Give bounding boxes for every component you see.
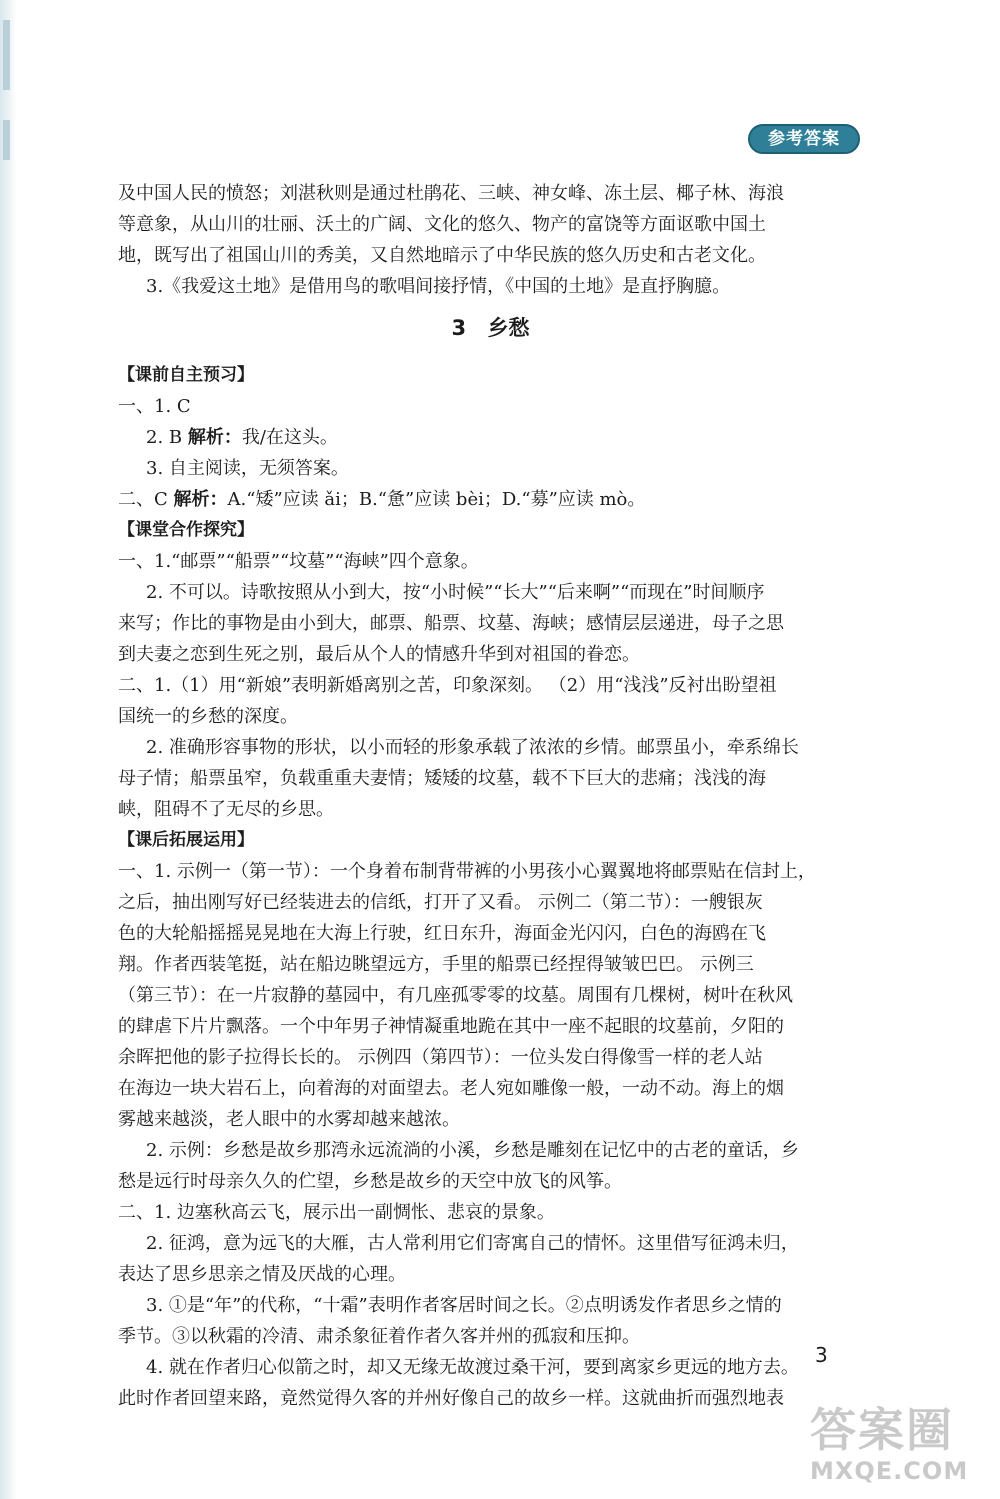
answer-line: 3. ①是“年”的代称，“十霜”表明作者客居时间之长。②点明诱发作者思乡之情的	[146, 1295, 782, 1316]
watermark	[810, 1404, 990, 1494]
answer-line: 此时作者回望来路，竟然觉得久客的并州好像自己的故乡一样。这就曲折而强烈地表	[118, 1388, 784, 1409]
answer-line: 二、1.（1）用“新娘”表明新婚离别之苦，印象深刻。 （2）用“浅浅”反衬出盼望祖	[118, 675, 777, 696]
answer-line: 峡，阻碍不了无尽的乡思。	[118, 799, 334, 820]
answer-line: 3. 自主阅读，无须答案。	[146, 458, 349, 479]
answer-line: 的肆虐下片片飘落。一个中年男子神情凝重地跪在其中一座不起眼的坟墓前，夕阳的	[118, 1016, 784, 1037]
watermark-logo-text: 答案圈	[810, 1403, 954, 1457]
page-binding-edge	[0, 0, 16, 1499]
answer-line	[118, 484, 863, 515]
answer-line: 2. 征鸿，意为远飞的大雁，古人常利用它们寄寓自己的情怀。这里借写征鸿未归，	[146, 1233, 799, 1254]
answer-line: 4. 就在作者归心似箭之时，却又无缘无故渡过桑干河，要到离家乡更远的地方去。	[146, 1357, 799, 1378]
answer-line: 2. 示例：乡愁是故乡那湾永远流淌的小溪，乡愁是雕刻在记忆中的古老的童话，乡	[146, 1140, 799, 1161]
answer-line: 母子情；船票虽窄，负载重重夫妻情；矮矮的坟墓，载不下巨大的悲痛；浅浅的海	[118, 768, 766, 789]
text-line: 及中国人民的愤怒；刘湛秋则是通过杜鹃花、三峡、神女峰、冻土层、椰子林、海浪	[118, 183, 784, 204]
answer-line: 国统一的乡愁的深度。	[118, 706, 298, 727]
answer-line: 愁是远行时母亲久久的伫望，乡愁是故乡的天空中放飞的风筝。	[118, 1171, 622, 1192]
answer-line: 在海边一块大岩石上，向着海的对面望去。老人宛如雕像一般，一动不动。海上的烟	[118, 1078, 784, 1099]
answer-line: （第三节）：在一片寂静的墓园中，有几座孤零零的坟墓。周围有几棵树，树叶在秋风	[118, 985, 793, 1006]
answer-line: 2. 不可以。诗歌按照从小到大，按“小时候”“长大”“后来啊”“而现在”时间顺序	[146, 582, 765, 603]
page-body	[118, 178, 863, 1414]
text-line: 3.《我爱这土地》是借用鸟的歌唱间接抒情，《中国的土地》是直抒胸臆。	[146, 276, 731, 297]
answer-line	[118, 422, 863, 453]
preview-section	[118, 360, 863, 515]
answer-line: 之后，抽出刚写好已经装进去的信纸，打开了又看。 示例二（第二节）：一艘银灰	[118, 892, 763, 913]
answer-line: 2. 准确形容事物的形状，以小而轻的形象承载了浓浓的乡情。邮票虽小，牵系绵长	[146, 737, 799, 758]
section-heading: 【课后拓展运用】	[118, 830, 254, 850]
text-line: 等意象，从山川的壮丽、沃土的广阔、文化的悠久、物产的富饶等方面讴歌中国土	[118, 214, 766, 235]
answer-line: 季节。③以秋霜的冷清、肃杀象征着作者久客并州的孤寂和压抑。	[118, 1326, 640, 1347]
answer-line: 一、1. C	[118, 396, 191, 417]
answer-line: 色的大轮船摇摇晃晃地在大海上行驶，红日东升，海面金光闪闪，白色的海鸥在飞	[118, 923, 766, 944]
answer-line: 一、1.“邮票”“船票”“坟墓”“海峡”四个意象。	[118, 551, 479, 572]
analysis-text: A.“矮”应读 ǎi；B.“惫”应读 bèi；D.“募”应读 mò。	[227, 489, 646, 510]
after-class-section	[118, 825, 863, 1414]
answer-number: 二、C	[118, 489, 168, 510]
text-line: 地，既写出了祖国山川的秀美，又自然地暗示了中华民族的悠久历史和古老文化。	[118, 245, 766, 266]
chapter-title: 3 乡愁	[451, 316, 530, 340]
analysis-label: 解析：	[187, 427, 242, 448]
answer-line: 到夫妻之恋到生死之别，最后从个人的情感升华到对祖国的眷恋。	[118, 644, 640, 665]
answer-line: 余晖把他的影子拉得长长的。 示例四（第四节）：一位头发白得像雪一样的老人站	[118, 1047, 763, 1068]
analysis-text: 我/在这头。	[241, 427, 338, 448]
answer-number: 2. B	[146, 427, 183, 448]
classroom-section	[118, 515, 863, 825]
answer-line: 翔。作者西装笔挺，站在船边眺望远方，手里的船票已经捏得皱皱巴巴。 示例三	[118, 954, 754, 975]
binding-mark	[3, 120, 10, 160]
watermark-url: MXQE.COM	[810, 1457, 969, 1485]
answer-line: 二、1. 边塞秋高云飞，展示出一副惆怅、悲哀的景象。	[118, 1202, 555, 1223]
answer-line: 来写；作比的事物是由小到大，邮票、船票、坟墓、海峡；感情层层递进，母子之思	[118, 613, 784, 634]
analysis-label: 解析：	[173, 489, 228, 510]
answer-line: 一、1. 示例一（第一节）：一个身着布制背带裤的小男孩小心翼翼地将邮票贴在信封上，	[118, 861, 816, 882]
section-heading: 【课前自主预习】	[118, 365, 254, 385]
answer-key-tag: 参考答案	[748, 124, 860, 154]
answer-line: 雾越来越淡，老人眼中的水雾却越来越浓。	[118, 1109, 460, 1130]
section-heading: 【课堂合作探究】	[118, 520, 254, 540]
answer-line: 表达了思乡思亲之情及厌战的心理。	[118, 1264, 406, 1285]
continuation-block	[118, 178, 863, 302]
binding-mark	[3, 20, 10, 90]
page-number: 3	[815, 1343, 828, 1367]
